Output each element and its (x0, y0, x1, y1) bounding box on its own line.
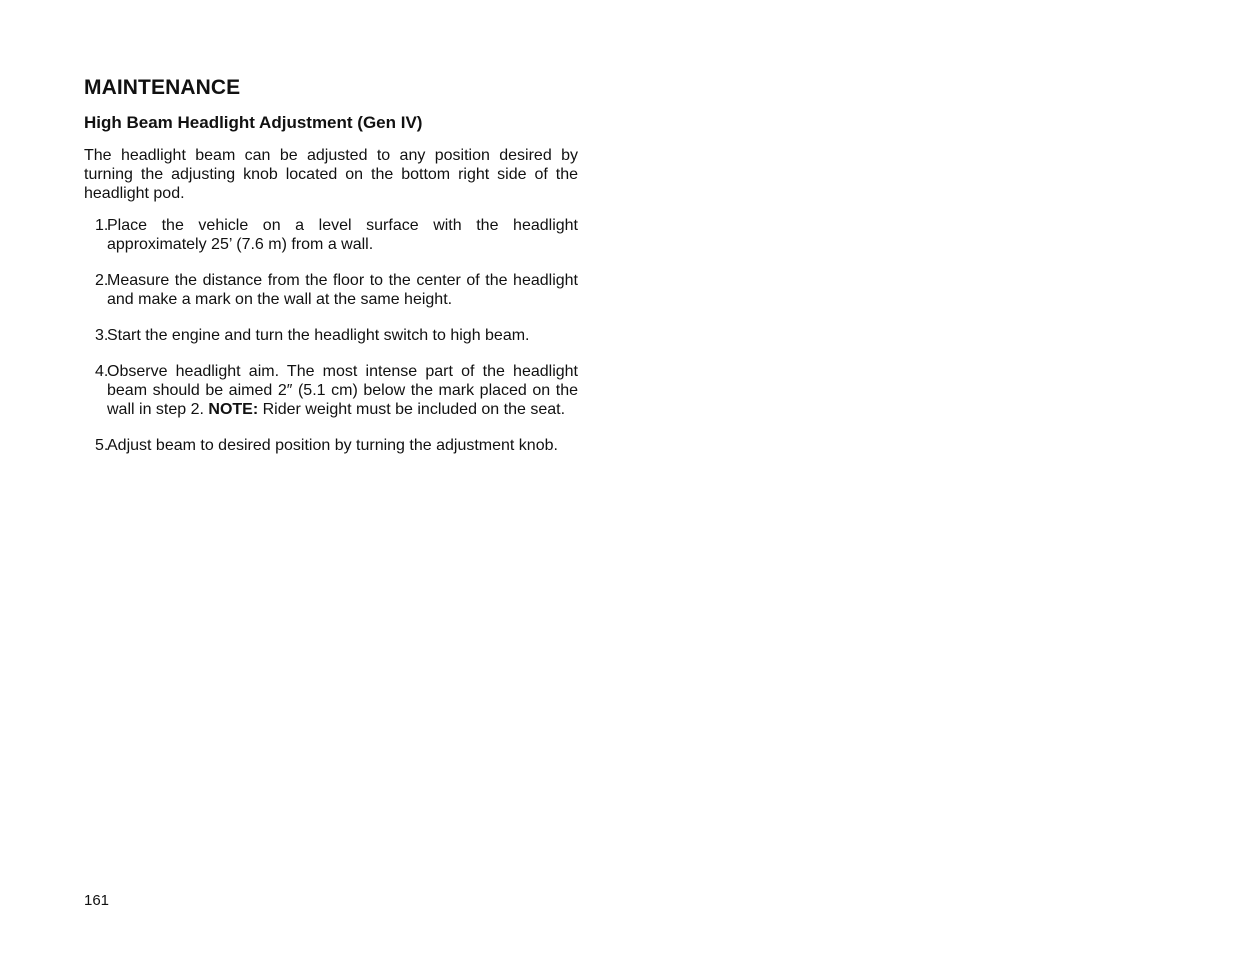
step-text: Adjust beam to desired position by turning the adjustment knob. (107, 437, 558, 454)
step-list (84, 216, 578, 455)
step-number: 5. (95, 437, 109, 454)
step-item (84, 362, 578, 419)
step-number: 3. (95, 327, 109, 344)
intro-paragraph: The headlight beam can be adjusted to any position desired by turning the adjusting knob located on the bottom right side of the headlight pod. (84, 147, 578, 202)
note-label: NOTE: (208, 401, 259, 418)
section-title: MAINTENANCE (84, 76, 241, 99)
step-item (84, 326, 578, 345)
step-item (84, 271, 578, 309)
step-text: Measure the distance from the floor to the center of the headlight and make a mark on the wall at the same height. (107, 272, 578, 308)
step-number: 4. (95, 363, 109, 380)
step-text: Place the vehicle on a level surface with the headlight approximately 25’ (7.6 m) from a wall. (107, 217, 578, 253)
step-text: Observe headlight aim. The most intense part of the headlight beam should be aimed 2″ (5.1 cm) below the mark placed on the wall in step 2. (107, 363, 578, 418)
step-item (84, 216, 578, 254)
content-column (84, 74, 578, 455)
step-text: Start the engine and turn the headlight switch to high beam. (107, 327, 530, 344)
page-number: 161 (84, 892, 110, 909)
step-number: 2. (95, 272, 109, 289)
step-number: 1. (95, 217, 109, 234)
step-item (84, 436, 578, 455)
subsection-title: High Beam Headlight Adjustment (Gen IV) (84, 113, 423, 132)
note-text: Rider weight must be included on the seat. (262, 401, 566, 418)
